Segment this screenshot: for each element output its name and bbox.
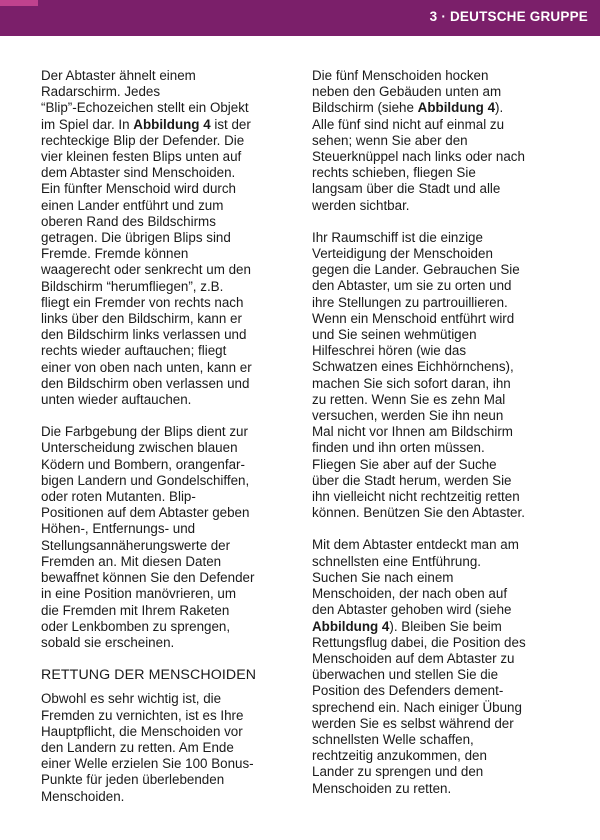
text-line: Lander zu sprengen und den	[312, 764, 484, 780]
text-line: Bildschirm (siehe Abbildung 4).	[312, 100, 504, 116]
paragraph	[41, 68, 283, 408]
text-line: Mal nicht vor Ihnen am Bildschirm	[312, 424, 513, 440]
text-line: fliegt ein Fremder von rechts nach	[41, 294, 244, 310]
text-line: werden Sie es selbst während der	[312, 715, 514, 731]
right-column	[312, 68, 554, 813]
text-line: Der Abtaster ähnelt einem	[41, 68, 196, 83]
text-line: Positionen auf dem Abtaster geben	[41, 505, 250, 521]
text-line: Höhen-, Entfernungs- und	[41, 521, 196, 537]
text-line: rechts wieder auftauchen; fliegt	[41, 343, 227, 359]
text-line: bigen Landern und Gondelschiffen,	[41, 472, 250, 488]
text-line: Menschoiden zu retten.	[312, 780, 452, 796]
text-line: einer Welle erzielen Sie 100 Bonus-	[41, 756, 254, 772]
text-line: den Bildschirm oben verlassen und	[41, 375, 250, 391]
text-line: Menschoiden, der nach oben auf	[312, 586, 508, 602]
text-line: Fremde. Fremde können	[41, 246, 189, 262]
text-line: Obwohl es sehr wichtig ist, die	[41, 691, 222, 707]
text-line: und Sie seinen wehmütigen	[312, 327, 477, 343]
text-line: Menschoiden.	[41, 788, 125, 804]
text-line: gegen die Lander. Gebrauchen Sie	[312, 262, 520, 278]
text-line: sehen; wenn Sie aber den	[312, 132, 468, 148]
text-line: machen Sie sich sofort daran, ihn	[312, 375, 511, 391]
text-line: bewaffnet können Sie den Defender	[41, 570, 255, 586]
text-line: Abbildung 4). Bleiben Sie beim	[312, 618, 502, 634]
text-line: finden und ihn orten müssen.	[312, 440, 485, 456]
figure-reference: Abbildung 4	[417, 100, 496, 116]
text-line: Hauptpflicht, die Menschoiden vor	[41, 723, 243, 739]
text-line: die Fremden mit Ihrem Raketen	[41, 602, 230, 618]
header-bar	[0, 0, 600, 36]
text-line: einen Lander entführt und zum	[41, 197, 224, 213]
header-accent-tab	[0, 0, 38, 6]
text-line: über die Stadt herum, werden Sie	[312, 472, 512, 488]
text-line: Suchen Sie nach einem	[312, 569, 454, 585]
text-line: Unterscheidung zwischen blauen	[41, 440, 238, 456]
paragraph	[312, 68, 554, 214]
text-line: Wenn ein Menschoid entführt wird	[312, 310, 515, 326]
text-line: getragen. Die übrigen Blips sind	[41, 230, 231, 246]
text-line: Radarschirm. Jedes	[41, 84, 161, 100]
text-line: in eine Position manövrieren, um	[41, 586, 237, 602]
text-line: im Spiel dar. In Abbildung 4 ist der	[41, 116, 251, 132]
chapter-title: 3 · DEUTSCHE GRUPPE	[429, 9, 588, 24]
left-column	[41, 68, 283, 821]
text-line: sprechend ein. Nach einiger Übung	[312, 699, 522, 715]
text-line: den Abtaster gehoben wird (siehe	[312, 602, 512, 618]
text-line: einer von oben nach unten, kann er	[41, 359, 252, 375]
text-line: Verteidigung der Menschoiden	[312, 246, 493, 262]
text-line: ihre Stellungen zu partrouillieren.	[312, 294, 508, 310]
text-line: ihn vielleicht nicht rechtzeitig retten	[312, 489, 520, 505]
text-line: “Blip”-Echozeichen stellt ein Objekt	[41, 100, 249, 116]
text-line: den Bildschirm links verlassen und	[41, 327, 247, 343]
text-line: Stellungsannäherungswerte der	[41, 537, 231, 553]
text-line: versuchen, werden Sie ihn neun	[312, 408, 504, 424]
text-line: werden sichtbar.	[312, 197, 410, 213]
figure-reference: Abbildung 4	[312, 618, 390, 634]
text-line: Ein fünfter Menschoid wird durch	[41, 181, 237, 197]
text-line: rechteckige Blip der Defender. Die	[41, 132, 245, 148]
text-line: rechts schieben, fliegen Sie	[312, 165, 476, 181]
text-line: Ihr Raumschiff ist die einzige	[312, 229, 483, 245]
text-line: Hilfeschrei hören (wie das	[312, 343, 467, 359]
paragraph	[41, 691, 283, 804]
text-line: Die fünf Menschoiden hocken	[312, 68, 489, 83]
paragraph	[312, 537, 554, 796]
text-line: Bildschirm “herumfliegen”, z.B.	[41, 278, 224, 294]
text-line: Mit dem Abtaster entdeckt man am	[312, 537, 519, 553]
text-line: links über den Bildschirm, kann er	[41, 311, 242, 327]
text-line: Fremden zu vernichten, ist es Ihre	[41, 707, 244, 723]
text-line: Fliegen Sie aber auf der Suche	[312, 456, 497, 472]
text-line: schnellsten Welle schaffen,	[312, 731, 474, 747]
text-line: Fremden an. Mit diesen Daten	[41, 553, 222, 569]
text-line: oberen Rand des Bildschirms	[41, 213, 216, 229]
text-line: oder roten Mutanten. Blip-	[41, 489, 196, 505]
paragraph	[41, 424, 283, 651]
section-heading: RETTUNG DER MENSCHOIDEN	[41, 667, 257, 684]
text-line: Ködern und Bombern, orangenfar-	[41, 456, 245, 472]
text-line: rechtzeitig anzukommen, den	[312, 748, 487, 764]
figure-reference: Abbildung 4	[133, 116, 211, 132]
text-line: Schwatzen eines Eichhörnchens),	[312, 359, 514, 375]
text-line: Die Farbgebung der Blips dient zur	[41, 424, 248, 440]
text-line: Alle fünf sind nicht auf einmal zu	[312, 116, 505, 132]
text-line: sobald sie erscheinen.	[41, 634, 175, 650]
text-line: langsam über die Stadt und alle	[312, 181, 501, 197]
text-line: überwachen und stellen Sie die	[312, 667, 499, 683]
text-line: den Landern zu retten. Am Ende	[41, 739, 234, 755]
text-line: Menschoiden auf dem Abtaster zu	[312, 650, 515, 666]
text-line: den Abtaster, um sie zu orten und	[312, 278, 512, 294]
text-line: Rettungsflug dabei, die Position des	[312, 634, 526, 650]
text-line: waagerecht oder senkrecht um den	[41, 262, 251, 278]
text-line: Punkte für jeden überlebenden	[41, 772, 225, 788]
text-line: können. Benützen Sie den Abtaster.	[312, 505, 525, 521]
text-line: Position des Defenders dement-	[312, 683, 504, 699]
text-line: dem Abtaster sind Menschoiden.	[41, 165, 236, 181]
text-line: schnellsten eine Entführung.	[312, 553, 481, 569]
text-line: neben den Gebäuden unten am	[312, 84, 502, 100]
paragraph	[312, 230, 554, 522]
text-line: oder Lenkbomben zu sprengen,	[41, 618, 231, 634]
text-line: zu retten. Wenn Sie es zehn Mal	[312, 391, 506, 407]
text-line: Steuerknüppel nach links oder nach	[312, 149, 525, 165]
text-line: unten wieder auftauchen.	[41, 392, 192, 408]
text-line: vier kleinen festen Blips unten auf	[41, 149, 242, 165]
